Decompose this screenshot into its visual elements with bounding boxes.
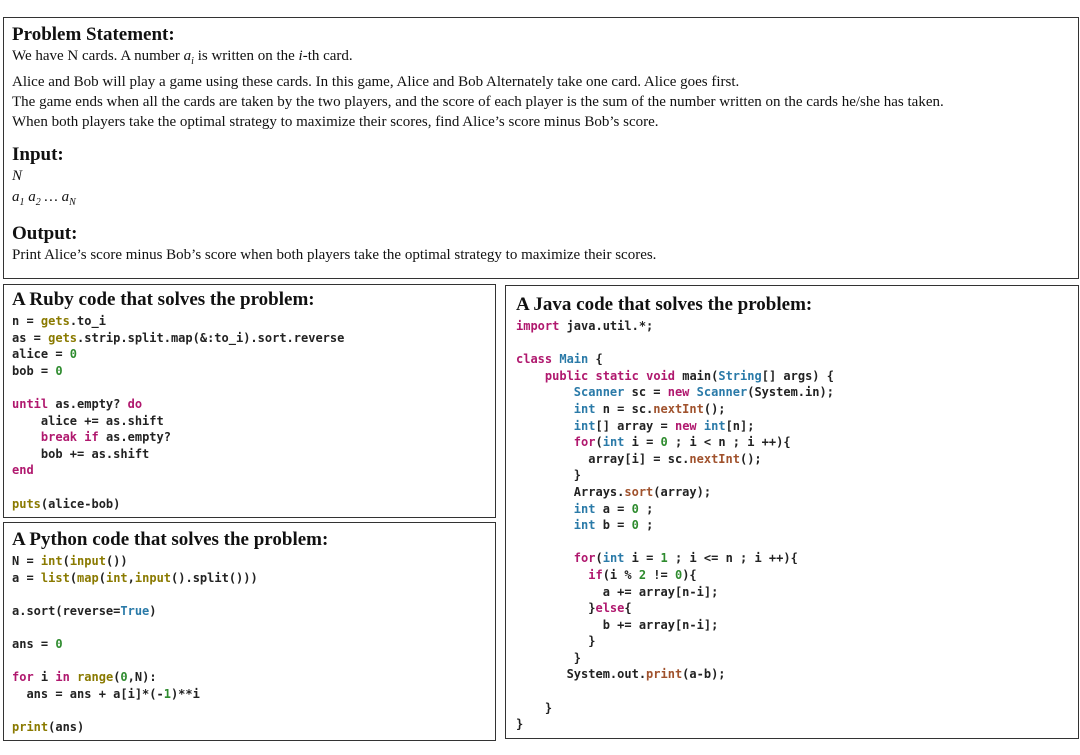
- code-line: public static void main(String[] args) {: [544, 368, 834, 383]
- code-line: }: [516, 717, 524, 732]
- code-line: int b = 0 ;: [573, 518, 654, 533]
- java-heading: A Java code that solves the problem:: [516, 294, 813, 315]
- code-line: array[i] = sc.nextInt();: [516, 451, 762, 466]
- ruby-heading: A Ruby code that solves the problem:: [12, 289, 315, 310]
- code-line: a += array[n-i];: [516, 584, 719, 599]
- code-line: for(int i = 0 ; i < n ; i ++){: [573, 435, 791, 450]
- statement-line-4: When both players take the optimal strategy to maximize their scores, find Alice’s score minus Bob’s score.: [12, 114, 659, 130]
- code-line: }else{: [516, 601, 632, 616]
- code-line: }: [516, 634, 596, 649]
- java-code: [516, 318, 1068, 733]
- input-heading: Input:: [12, 144, 64, 165]
- statement-line-3: The game ends when all the cards are taken by the two players, and the score of each player is the sum of the number written on the cards he/she has taken.: [12, 94, 944, 110]
- code-line: for(int i = 1 ; i <= n ; i ++){: [573, 551, 798, 566]
- code-line: int[] array = new int[n];: [573, 418, 755, 433]
- code-line: }: [516, 700, 553, 715]
- code-line: print(ans): [12, 719, 85, 734]
- code-line: if(i % 2 != 0){: [588, 567, 697, 582]
- python-code: [12, 553, 487, 736]
- statement-line-1-pre: We have N cards. A number: [12, 48, 184, 64]
- code-line: }: [516, 468, 582, 483]
- input-n: N: [12, 168, 23, 184]
- code-line: until as.empty? do: [12, 396, 143, 411]
- output-heading: Output:: [12, 223, 78, 244]
- code-line: alice += as.shift: [12, 413, 164, 428]
- ruby-code-box: [3, 284, 496, 518]
- code-line: end: [12, 463, 34, 478]
- statement-line-1-mid: is written on the: [193, 48, 299, 64]
- code-line: System.out.print(a-b);: [516, 667, 726, 682]
- java-code-box: [505, 285, 1079, 739]
- code-line: import java.util.*;: [516, 319, 654, 333]
- code-line: }: [516, 650, 582, 665]
- code-line: alice = 0: [12, 347, 78, 362]
- statement-line-2: Alice and Bob will play a game using these cards. In this game, Alice and Bob Alternately take one card. Alice goes first.: [12, 74, 740, 90]
- code-line: n = gets.to_i: [12, 314, 106, 328]
- code-line: as = gets.strip.split.map(&:to_i).sort.reverse: [12, 330, 345, 345]
- code-line: puts(alice-bob): [12, 496, 121, 511]
- code-line: a.sort(reverse=True): [12, 603, 157, 618]
- code-line: for i in range(0,N):: [12, 670, 157, 685]
- code-line: break if as.empty?: [40, 430, 171, 445]
- var-a-sub: i: [191, 56, 194, 67]
- code-line: class Main {: [516, 352, 603, 367]
- python-heading: A Python code that solves the problem:: [12, 529, 329, 550]
- code-line: ans = ans + a[i]*(-1)**i: [12, 686, 200, 701]
- problem-statement-box: [3, 17, 1079, 279]
- ruby-code: [12, 313, 487, 512]
- output-text: Print Alice’s score minus Bob’s score when both players take the optimal strategy to maximize their scores.: [12, 247, 657, 263]
- code-line: Scanner sc = new Scanner(System.in);: [573, 385, 834, 400]
- code-line: ans = 0: [12, 636, 63, 651]
- code-line: Arrays.sort(array);: [516, 484, 712, 499]
- var-a: a: [183, 48, 192, 64]
- code-line: b += array[n-i];: [516, 617, 719, 632]
- code-line: N = int(input()): [12, 554, 128, 568]
- code-line: int n = sc.nextInt();: [573, 401, 726, 416]
- statement-line-1-post: -th card.: [302, 48, 353, 64]
- python-code-box: [3, 522, 496, 741]
- code-line: bob = 0: [12, 363, 63, 378]
- statement-line-1: [12, 46, 1070, 72]
- input-array: $a_1$ $a_2$ … $a_N$: [12, 189, 76, 208]
- problem-heading: Problem Statement:: [12, 24, 175, 45]
- code-line: a = list(map(int,input().split())): [12, 570, 258, 585]
- code-line: int a = 0 ;: [573, 501, 654, 516]
- var-i: i: [298, 48, 303, 64]
- code-line: bob += as.shift: [12, 446, 150, 461]
